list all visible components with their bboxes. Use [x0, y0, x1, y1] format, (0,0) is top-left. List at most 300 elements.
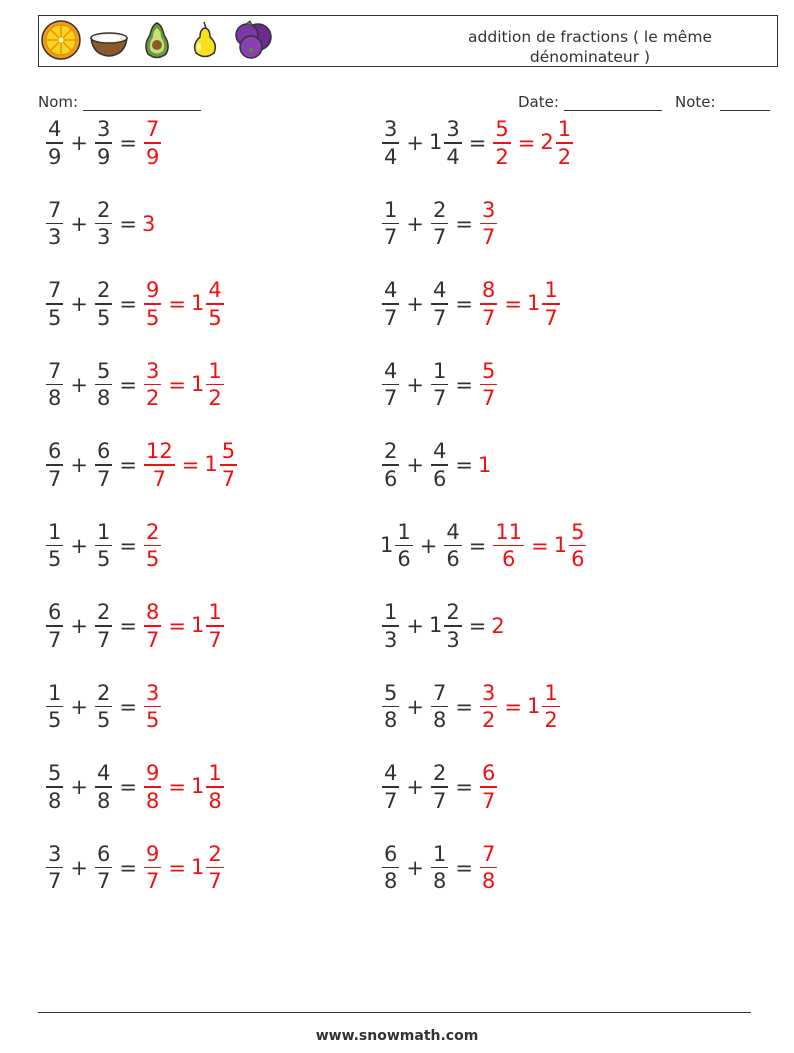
plus-sign: + [70, 211, 88, 236]
numerator: 1 [208, 358, 222, 383]
denominator: 7 [432, 305, 447, 330]
fruit-icons [40, 19, 274, 61]
fraction [206, 359, 223, 411]
numerator: 2 [384, 439, 398, 464]
fraction [46, 842, 63, 894]
term [191, 600, 226, 652]
numerator: 1 [557, 117, 572, 142]
fraction-bar [46, 786, 63, 788]
term [429, 359, 450, 411]
fraction-bar [382, 384, 399, 386]
fraction [220, 439, 237, 491]
numerator: 2 [96, 197, 111, 222]
numerator: 4 [432, 439, 447, 464]
plus-sign: + [70, 775, 88, 799]
plus-sign: + [70, 453, 88, 477]
fraction-bar [220, 464, 237, 466]
denominator: 2 [495, 144, 509, 169]
term [44, 198, 65, 250]
equals-sign: = [504, 292, 522, 316]
fraction-bar [46, 223, 63, 225]
numerator: 2 [446, 600, 460, 625]
fraction [95, 842, 112, 894]
denominator: 7 [96, 627, 111, 652]
term [429, 761, 450, 813]
denominator: 5 [145, 708, 160, 733]
fraction [46, 520, 63, 572]
denominator: 8 [208, 788, 222, 813]
equals-sign: = [119, 775, 137, 799]
fraction [382, 359, 399, 411]
fraction [46, 439, 63, 491]
fraction [206, 842, 223, 894]
term [44, 681, 65, 733]
term [44, 520, 65, 572]
term [93, 439, 114, 491]
term [93, 278, 114, 330]
problem-17 [44, 755, 226, 819]
term [429, 600, 464, 652]
numerator: 1 [384, 600, 398, 625]
denominator: 7 [384, 788, 398, 813]
fraction [144, 600, 161, 652]
fraction-bar [431, 867, 448, 869]
fraction-bar [206, 625, 223, 627]
coconut-icon [88, 19, 130, 61]
denominator: 2 [544, 708, 558, 733]
problem-4 [380, 192, 499, 256]
denominator: 7 [145, 869, 160, 894]
equals-sign: = [455, 855, 473, 880]
term [442, 520, 463, 572]
numerator: 2 [96, 680, 111, 705]
fraction [480, 359, 497, 411]
fraction-bar [382, 867, 399, 869]
fraction-bar [542, 303, 559, 305]
term [380, 681, 401, 733]
denominator: 5 [145, 547, 160, 572]
numerator: 2 [96, 600, 111, 625]
denominator: 7 [96, 869, 111, 894]
denominator: 2 [481, 708, 496, 733]
fraction [493, 117, 510, 169]
problem-9 [44, 433, 239, 497]
denominator: 6 [384, 466, 398, 491]
equals-sign: = [119, 614, 137, 638]
denominator: 7 [208, 627, 222, 652]
term [429, 842, 450, 894]
problem-5 [44, 272, 226, 336]
whole-number: 1 [526, 693, 541, 718]
numerator: 7 [481, 841, 496, 866]
plus-sign: + [70, 131, 88, 155]
numerator: 3 [48, 841, 62, 866]
numerator: 2 [208, 841, 222, 866]
fraction-bar [46, 706, 63, 708]
denominator: 8 [48, 386, 62, 411]
term [527, 278, 562, 330]
term [44, 278, 65, 330]
problem-3 [44, 192, 155, 256]
fraction-bar [95, 786, 112, 788]
denominator: 5 [48, 305, 62, 330]
fraction [431, 842, 448, 894]
fraction [206, 278, 223, 330]
numerator: 2 [145, 519, 160, 544]
denominator: 5 [96, 305, 111, 330]
term [44, 761, 65, 813]
denominator: 6 [432, 466, 447, 491]
problem-1 [44, 111, 163, 175]
denominator: 2 [208, 386, 222, 411]
note-label: Note: [675, 93, 716, 111]
term [429, 117, 464, 169]
term [478, 842, 499, 894]
numerator: 3 [481, 197, 496, 222]
numerator: 7 [48, 358, 62, 383]
name-blank[interactable] [83, 96, 201, 111]
fraction [46, 600, 63, 652]
fraction-bar [382, 706, 399, 708]
term [191, 359, 226, 411]
numerator: 4 [48, 117, 62, 142]
fraction-bar [556, 142, 573, 144]
fraction [431, 198, 448, 250]
denominator: 7 [481, 788, 496, 813]
equals-sign: = [504, 694, 522, 719]
fraction-bar [431, 303, 448, 305]
fraction [382, 117, 399, 169]
term [93, 117, 114, 169]
equals-sign: = [168, 372, 186, 397]
whole-number: 2 [491, 614, 505, 638]
fraction-bar [569, 545, 586, 547]
numerator: 9 [145, 761, 160, 786]
denominator: 6 [571, 547, 585, 572]
equals-sign: = [531, 533, 549, 558]
problem-7 [44, 353, 226, 417]
plus-sign: + [70, 533, 88, 558]
denominator: 5 [48, 547, 62, 572]
term [93, 842, 114, 894]
equals-sign: = [455, 292, 473, 316]
fraction-bar [493, 545, 524, 547]
note-field[interactable] [675, 93, 770, 111]
answer [491, 117, 575, 169]
answer [478, 453, 491, 477]
plus-sign: + [406, 292, 424, 316]
problem-19 [44, 836, 226, 900]
fraction-bar [444, 625, 461, 627]
fraction [431, 278, 448, 330]
numerator: 1 [544, 680, 558, 705]
numerator: 1 [432, 841, 447, 866]
fraction-bar [395, 545, 412, 547]
fraction-bar [95, 384, 112, 386]
denominator: 7 [432, 386, 447, 411]
numerator: 4 [432, 278, 447, 303]
problem-11 [44, 514, 163, 578]
numerator: 4 [96, 761, 111, 786]
term [429, 439, 450, 491]
answer [142, 278, 226, 330]
numerator: 6 [481, 761, 496, 786]
numerator: 6 [48, 439, 62, 464]
equals-sign: = [455, 775, 473, 799]
footer-url: www.snowmath.com [315, 1028, 479, 1044]
term [478, 761, 499, 813]
denominator: 7 [481, 225, 496, 250]
plus-sign: + [406, 372, 424, 397]
fraction-bar [382, 464, 399, 466]
term [142, 439, 177, 491]
answer [491, 520, 588, 572]
whole-number: 1 [428, 130, 443, 154]
plus-sign: + [406, 694, 424, 719]
date-field[interactable] [518, 93, 662, 111]
problem-13 [44, 594, 226, 658]
term [142, 520, 163, 572]
problem-16 [380, 675, 562, 739]
denominator: 8 [96, 788, 111, 813]
numerator: 3 [145, 358, 160, 383]
numerator: 3 [145, 680, 160, 705]
equals-sign: = [119, 292, 137, 316]
fraction-bar [480, 786, 497, 788]
fraction [144, 117, 161, 169]
fraction-bar [95, 223, 112, 225]
numerator: 6 [384, 841, 398, 866]
equals-sign: = [119, 131, 137, 155]
term [191, 842, 226, 894]
denominator: 7 [384, 305, 398, 330]
numerator: 4 [384, 278, 398, 303]
denominator: 5 [48, 708, 62, 733]
note-blank[interactable] [720, 96, 770, 111]
fraction [95, 600, 112, 652]
denominator: 7 [544, 305, 558, 330]
numerator: 5 [495, 117, 509, 142]
fraction-bar [144, 545, 161, 547]
fraction-bar [144, 786, 161, 788]
fraction [480, 681, 497, 733]
fraction-bar [431, 786, 448, 788]
fraction-bar [46, 464, 63, 466]
denominator: 7 [481, 305, 496, 330]
term [44, 842, 65, 894]
fraction-bar [480, 303, 497, 305]
denominator: 7 [152, 466, 167, 491]
denominator: 3 [384, 627, 398, 652]
fraction [144, 761, 161, 813]
term [527, 681, 562, 733]
fraction [382, 278, 399, 330]
denominator: 7 [48, 627, 62, 652]
fraction [480, 198, 497, 250]
problem-20 [380, 836, 499, 900]
numerator: 9 [145, 278, 160, 303]
numerator: 5 [571, 519, 585, 544]
term [429, 198, 450, 250]
numerator: 5 [96, 358, 111, 383]
denominator: 7 [96, 466, 111, 491]
fraction [46, 278, 63, 330]
term [478, 681, 499, 733]
numerator: 8 [481, 278, 496, 303]
term [380, 359, 401, 411]
equals-sign: = [468, 533, 487, 558]
numerator: 3 [96, 117, 111, 142]
plus-sign: + [406, 211, 424, 236]
fraction-bar [542, 706, 559, 708]
fraction-bar [144, 706, 161, 708]
equals-sign: = [517, 131, 536, 155]
answer [142, 439, 239, 491]
numerator: 1 [208, 761, 222, 786]
fraction-bar [144, 142, 161, 144]
fraction-bar [95, 303, 112, 305]
term [478, 278, 499, 330]
numerator: 1 [208, 600, 222, 625]
denominator: 7 [432, 788, 447, 813]
fraction-bar [206, 786, 223, 788]
denominator: 7 [481, 386, 496, 411]
fraction-bar [480, 384, 497, 386]
term [491, 614, 504, 638]
fraction-bar [206, 303, 223, 305]
equals-sign: = [168, 614, 186, 638]
plus-sign: + [419, 533, 438, 558]
plus-sign: + [70, 614, 88, 638]
fraction [480, 278, 497, 330]
name-field[interactable] [38, 93, 201, 111]
term [491, 520, 526, 572]
numerator: 5 [384, 680, 398, 705]
term [93, 520, 114, 572]
fraction [46, 117, 63, 169]
plus-sign: + [70, 292, 88, 316]
numerator: 2 [432, 197, 447, 222]
fraction-bar [144, 384, 161, 386]
denominator: 2 [145, 386, 160, 411]
denominator: 3 [96, 225, 111, 250]
term [554, 520, 589, 572]
whole-number: 1 [380, 532, 394, 557]
equals-sign: = [168, 775, 186, 799]
fraction [431, 439, 448, 491]
fraction-bar [206, 867, 223, 869]
term [44, 600, 65, 652]
problem-10 [380, 433, 491, 497]
answer [142, 117, 163, 169]
avocado-icon [136, 19, 178, 61]
fraction-bar [46, 384, 63, 386]
term [380, 520, 415, 572]
term [44, 439, 65, 491]
date-blank[interactable] [564, 96, 662, 111]
fraction [95, 278, 112, 330]
numerator: 5 [48, 761, 62, 786]
fraction [95, 761, 112, 813]
answer [142, 600, 226, 652]
term [142, 681, 163, 733]
denominator: 7 [221, 466, 236, 491]
problem-6 [380, 272, 562, 336]
fraction [95, 439, 112, 491]
denominator: 8 [432, 869, 447, 894]
fraction [46, 198, 63, 250]
fraction-bar [95, 625, 112, 627]
denominator: 7 [48, 466, 62, 491]
term [142, 842, 163, 894]
denominator: 3 [446, 627, 460, 652]
fraction-bar [95, 464, 112, 466]
fraction-bar [480, 706, 497, 708]
term [93, 198, 114, 250]
plums-icon [232, 19, 274, 61]
denominator: 8 [96, 386, 111, 411]
fraction-bar [206, 384, 223, 386]
denominator: 8 [384, 708, 398, 733]
fraction [46, 681, 63, 733]
denominator: 6 [397, 547, 411, 572]
answer [478, 278, 562, 330]
fraction [382, 681, 399, 733]
denominator: 9 [48, 144, 62, 169]
fraction-bar [46, 303, 63, 305]
numerator: 2 [432, 761, 447, 786]
fraction [444, 520, 461, 572]
numerator: 7 [145, 117, 160, 142]
term [380, 439, 401, 491]
pear-icon [184, 19, 226, 61]
fraction [95, 520, 112, 572]
fraction [382, 842, 399, 894]
term [204, 439, 239, 491]
fraction [431, 761, 448, 813]
fraction-bar [382, 303, 399, 305]
fraction [144, 681, 161, 733]
equals-sign: = [455, 372, 473, 397]
fraction-bar [46, 625, 63, 627]
term [478, 359, 499, 411]
plus-sign: + [70, 855, 88, 880]
equals-sign: = [119, 694, 137, 719]
fraction [569, 520, 586, 572]
fraction [542, 681, 559, 733]
equals-sign: = [119, 453, 137, 477]
numerator: 4 [208, 278, 222, 303]
fraction [382, 198, 399, 250]
equals-sign: = [455, 694, 473, 719]
term [93, 761, 114, 813]
answer [491, 614, 504, 638]
denominator: 2 [557, 144, 572, 169]
fraction-bar [95, 545, 112, 547]
term [429, 681, 450, 733]
fraction [382, 600, 399, 652]
numerator: 8 [145, 600, 160, 625]
equals-sign: = [168, 855, 186, 880]
fraction [395, 520, 412, 572]
whole-number: 1 [190, 854, 205, 879]
term [191, 761, 226, 813]
denominator: 8 [432, 708, 447, 733]
plus-sign: + [406, 855, 424, 880]
numerator: 5 [481, 358, 496, 383]
name-label: Nom: [38, 93, 79, 111]
fraction-bar [382, 786, 399, 788]
